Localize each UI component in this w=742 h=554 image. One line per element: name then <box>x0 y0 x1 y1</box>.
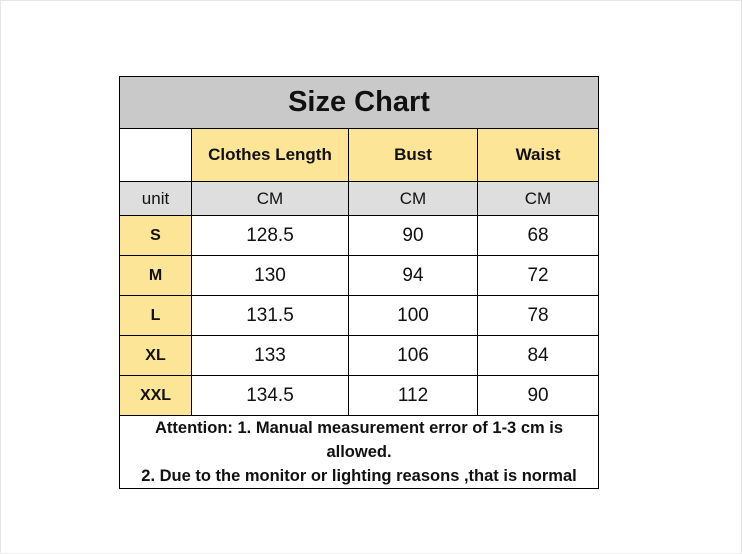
frame-border-top <box>0 0 742 1</box>
bust-value: 94 <box>349 256 478 296</box>
table-row-s <box>120 216 599 256</box>
waist-value: 84 <box>478 336 599 376</box>
bust-value: 90 <box>349 216 478 256</box>
header-row <box>120 129 599 182</box>
bust-value: 112 <box>349 376 478 416</box>
size-label: XL <box>120 336 192 376</box>
unit-clothes-length: CM <box>192 182 349 216</box>
note-line-1: Attention: 1. Manual measurement error of 1-3 cm is <box>155 419 564 437</box>
size-chart-table <box>119 76 599 489</box>
waist-value: 78 <box>478 296 599 336</box>
header-clothes-length: Clothes Length <box>192 129 349 182</box>
clothes-length-value: 130 <box>192 256 349 296</box>
bust-value: 100 <box>349 296 478 336</box>
title-row <box>120 77 599 129</box>
header-waist: Waist <box>478 129 599 182</box>
attention-note <box>120 416 599 489</box>
table-row-l <box>120 296 599 336</box>
table-row-xxl <box>120 376 599 416</box>
size-label: XXL <box>120 376 192 416</box>
size-label: M <box>120 256 192 296</box>
size-label: L <box>120 296 192 336</box>
table-row-m <box>120 256 599 296</box>
unit-waist: CM <box>478 182 599 216</box>
unit-row <box>120 182 599 216</box>
frame-border-left <box>0 0 1 554</box>
corner-cell <box>120 129 192 182</box>
table-row-xl <box>120 336 599 376</box>
note-line-2: allowed. <box>326 443 392 461</box>
chart-title: Size Chart <box>120 77 599 129</box>
note-line-3: 2. Due to the monitor or lighting reasons ,that is normal <box>141 467 577 485</box>
waist-value: 90 <box>478 376 599 416</box>
unit-bust: CM <box>349 182 478 216</box>
note-row <box>120 416 599 489</box>
clothes-length-value: 134.5 <box>192 376 349 416</box>
header-bust: Bust <box>349 129 478 182</box>
bust-value: 106 <box>349 336 478 376</box>
unit-label: unit <box>120 182 192 216</box>
waist-value: 72 <box>478 256 599 296</box>
clothes-length-value: 128.5 <box>192 216 349 256</box>
clothes-length-value: 133 <box>192 336 349 376</box>
clothes-length-value: 131.5 <box>192 296 349 336</box>
waist-value: 68 <box>478 216 599 256</box>
size-label: S <box>120 216 192 256</box>
